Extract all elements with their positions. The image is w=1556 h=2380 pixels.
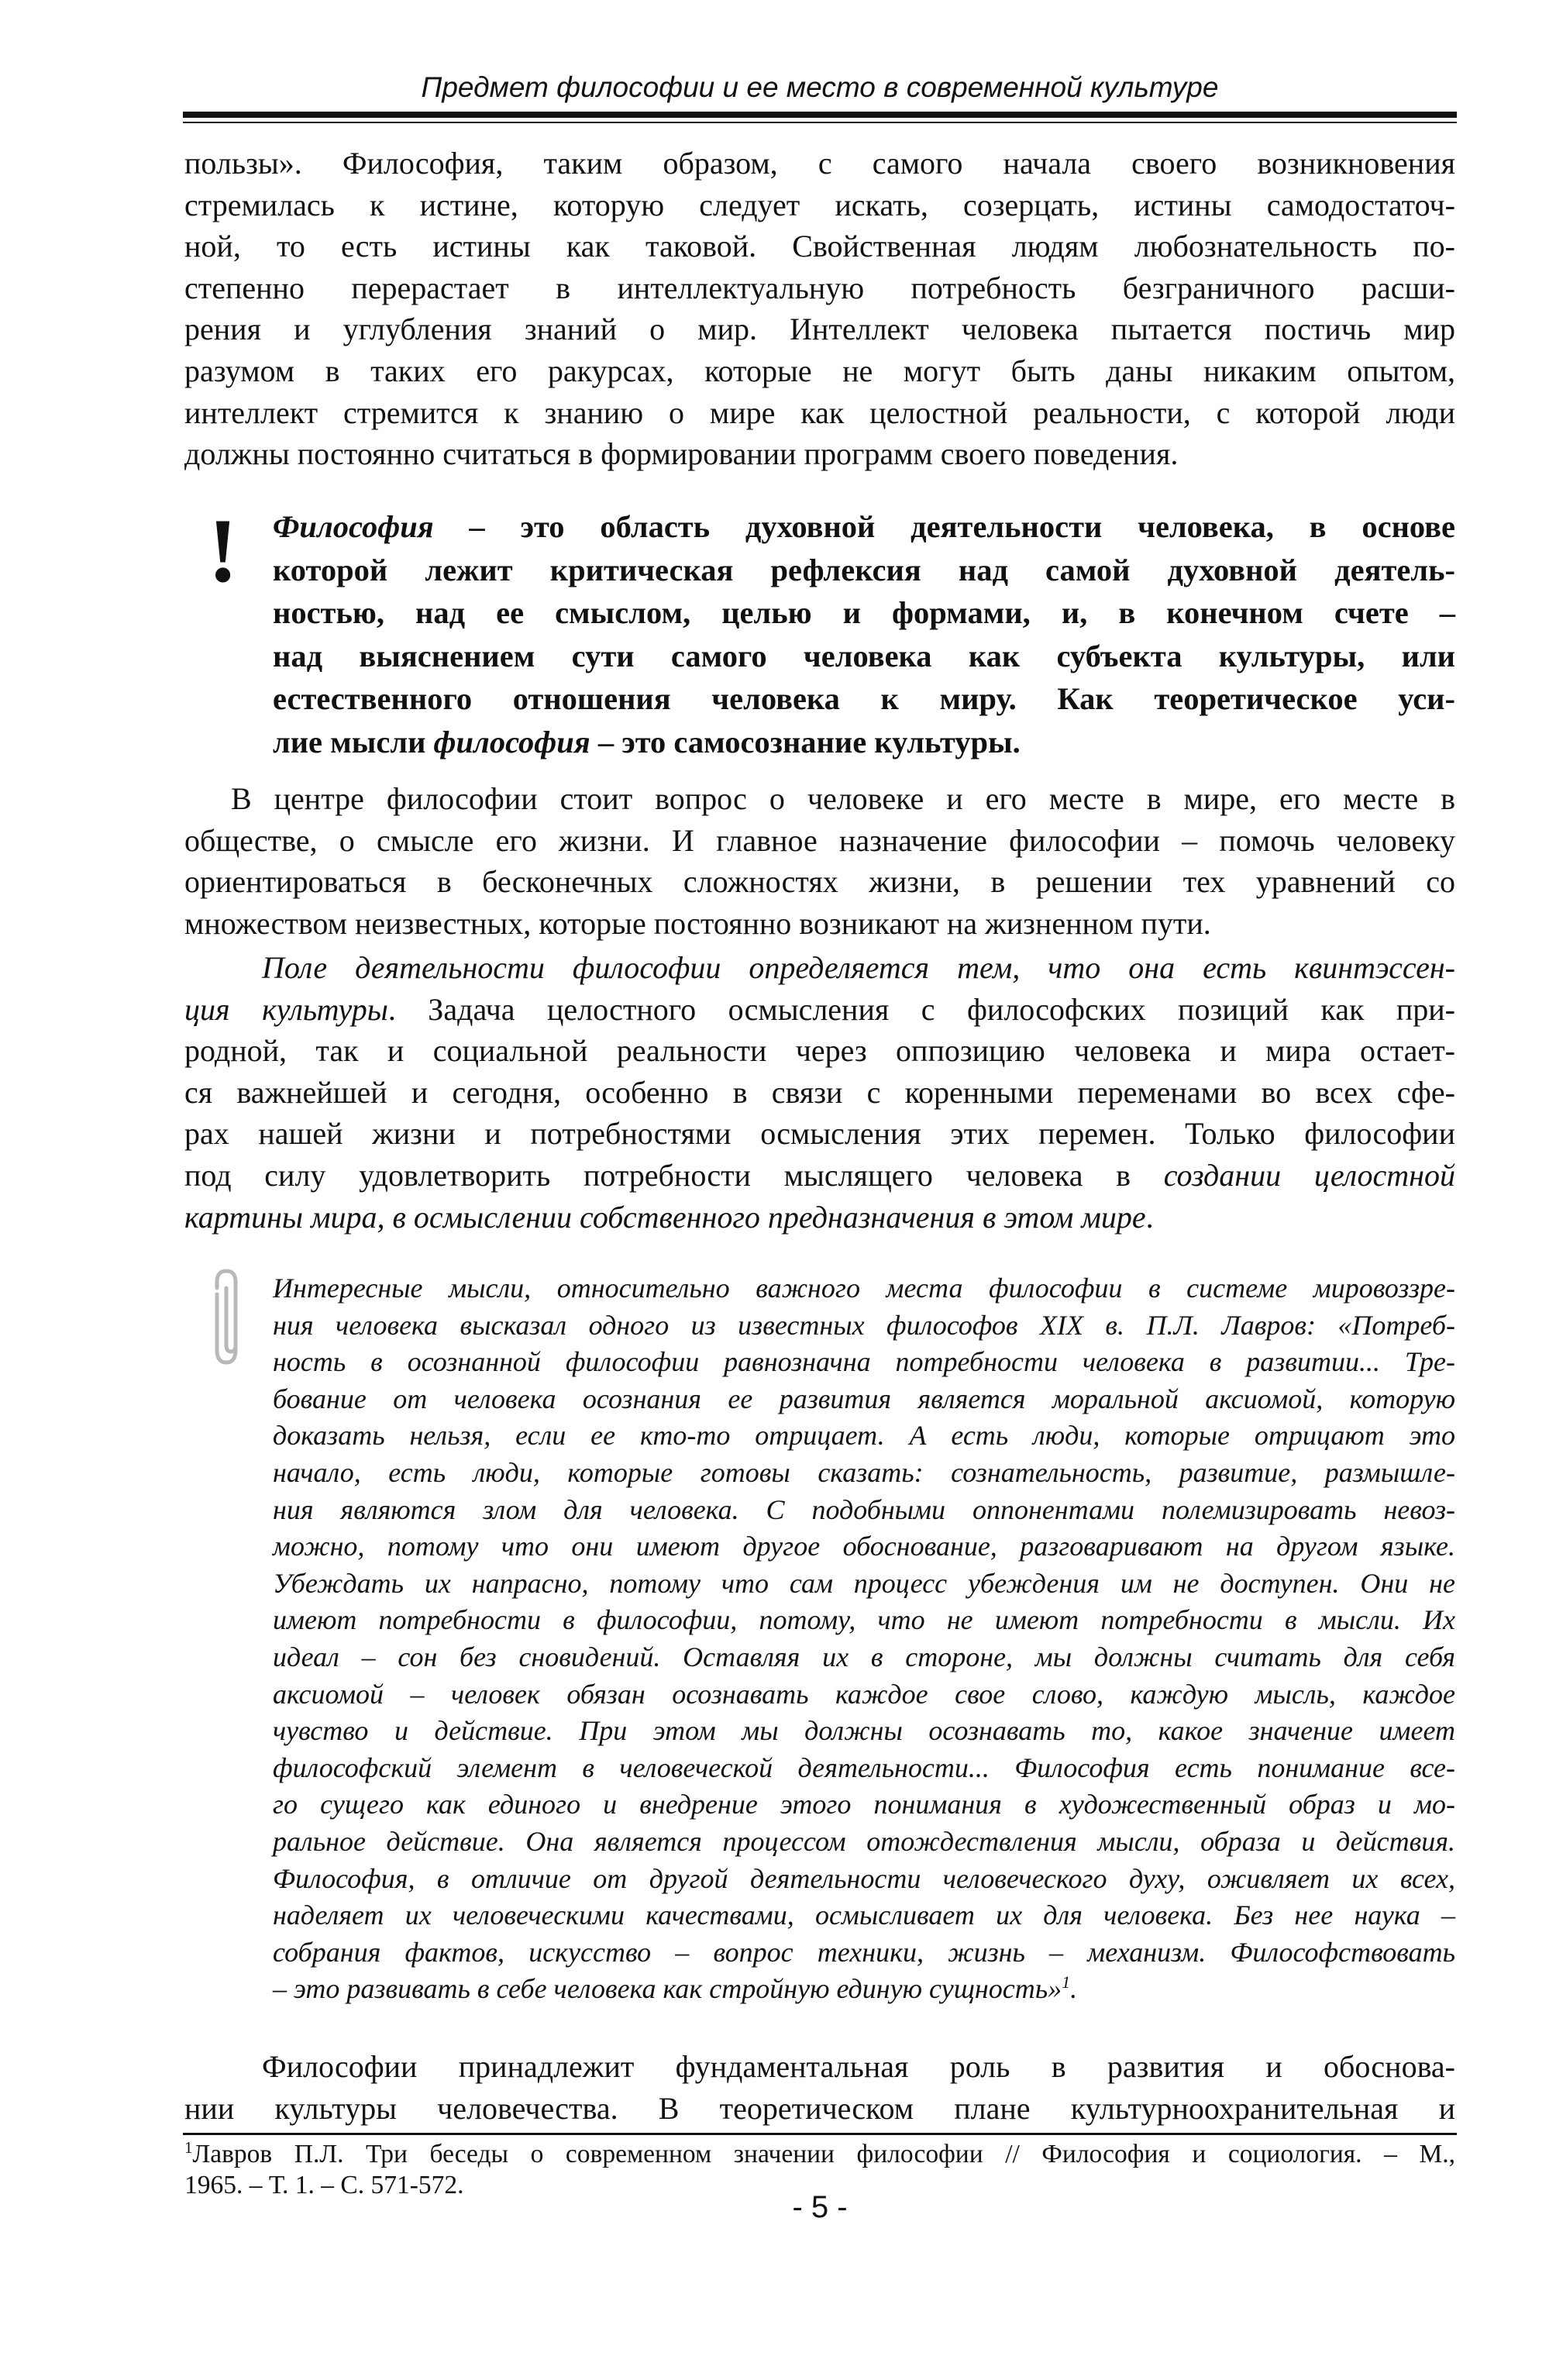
header-rule-thick (183, 112, 1457, 118)
text-line: Поле деятельности философии определяется тем, что она есть квинтэссен- (262, 950, 1455, 985)
definition-line: ностью, над ее смыслом, целью и формами, и, в конечном счете – (273, 595, 1455, 630)
definition-term-again: философия (433, 724, 590, 759)
quote-line: собрания фактов, искусство – вопрос техники, жизнь – механизм. Философствовать (273, 1936, 1455, 1968)
quote-line: идеал – сон без сновидений. Оставляя их в стороне, мы должны считать для себя (273, 1641, 1455, 1672)
text-line: стремилась к истине, которую следует искать, созерцать, истины самодостаточ- (184, 187, 1455, 222)
text-line: ориентироваться в бесконечных сложностях жизни, в решении тех уравнений со (184, 864, 1455, 900)
text-line: разумом в таких его ракурсах, которые не могут быть даны никаким опытом, (184, 353, 1455, 388)
quote-line: имеют потребности в философии, потому, что не имеют потребности в мысли. Их (273, 1604, 1455, 1636)
text-line: картины мира, в осмыслении собственного предназначения в этом мире. (184, 1199, 1154, 1235)
quote-line: чувство и действие. При этом мы должны осознавать то, какое значение имеет (273, 1715, 1455, 1747)
quote-line: аксиомой – человек обязан осознавать каждое свое слово, каждую мысль, каждое (273, 1678, 1455, 1710)
text-line: нии культуры человечества. В теоретическом плане культурноохранительная и (184, 2090, 1455, 2126)
text-line: пользы». Философия, таким образом, с самого начала своего возникновения (184, 146, 1455, 181)
text-line: В центре философии стоит вопрос о человеке и его месте в мире, его месте в (231, 781, 1455, 816)
text-line: родной, так и социальной реальности через оппозицию человека и мира остает- (184, 1033, 1455, 1069)
quote-line: наделяет их человеческими качествами, осмысливает их для человека. Без нее наука – (273, 1900, 1455, 1931)
text-line: множеством неизвестных, которые постоянно возникают на жизненном пути. (184, 905, 1211, 941)
quote-line: начало, есть люди, которые готовы сказать: сознательность, развитие, размышле- (273, 1456, 1455, 1488)
paragraph-1 (184, 143, 1455, 475)
definition-line: над выяснением сути самого человека как субъекта культуры, или (273, 638, 1455, 673)
text-line: рения и углубления знаний о мир. Интеллект человека пытается постичь мир (184, 312, 1455, 347)
footnote-line: $^1$Лавров П.Л. Три беседы о современном значении философии // Философия и социология. – М., (184, 2137, 1455, 2168)
quote-line: ральное действие. Она является процессом отождествления мысли, образа и действия. (273, 1825, 1455, 1857)
text-line: рах нашей жизни и потребностями осмысления этих перемен. Только философии (184, 1116, 1455, 1152)
footnote-reference[interactable]: 1 (1062, 1972, 1071, 1993)
quote-line: Интересные мысли, относительно важного места философии в системе мировоззре- (273, 1273, 1455, 1304)
paragraph-4 (184, 2046, 1455, 2129)
text-line: под силу удовлетворить потребности мыслящего человека в создании целостной (184, 1157, 1455, 1193)
exclamation-icon: ! (208, 500, 239, 601)
quote-block (273, 1270, 1455, 2008)
footnote-rule (183, 2133, 1457, 2135)
definition-line: лие мысли философия – это самосознание культуры. (273, 724, 1021, 759)
quote-line: можно, потому что они имеют другое обоснование, разговаривают на другом языке. (273, 1531, 1455, 1562)
text-line: ся важнейшей и сегодня, особенно в связи с коренными переменами во всех сфе- (184, 1074, 1455, 1110)
text-line: обществе, о смысле его жизни. И главное назначение философии – помочь человеку (184, 822, 1455, 858)
quote-line: – это развивать в себе человека как стройную единую сущность»$^1$. (273, 1972, 1078, 2005)
definition-line: естественного отношения человека к миру. Как теоретическое уси- (273, 681, 1455, 716)
text-line: ция культуры. Задача целостного осмысления с философских позиций как при- (184, 991, 1456, 1027)
definition-line: которой лежит критическая рефлексия над самой духовной деятель- (273, 552, 1455, 587)
definition-term: Философия (273, 509, 434, 544)
text-line: степенно перерастает в интеллектуальную потребность безграничного расши- (184, 270, 1455, 305)
quote-line: ния человека высказал одного из известных философов XIX в. П.Л. Лавров: «Потреб- (273, 1309, 1455, 1341)
running-head: Предмет философии и ее место в современной культуре (421, 71, 1219, 103)
text-line: ной, то есть истины как таковой. Свойственная людям любознательность по- (184, 229, 1455, 264)
quote-line: доказать нельзя, если ее кто-то отрицает. А есть люди, которые отрицают это (273, 1420, 1455, 1452)
text-line: интеллект стремится к знанию о мире как целостной реальности, с которой люди (184, 394, 1455, 430)
definition-block (273, 505, 1455, 763)
header-rule-thin (183, 122, 1457, 123)
text-line: должны постоянно считаться в формировании программ своего поведения. (184, 436, 1179, 472)
paperclip-icon (203, 1265, 250, 1369)
quote-line: бование от человека осознания ее развития является моральной аксиомой, которую (273, 1383, 1455, 1414)
quote-line: философский элемент в человеческой деятельности... Философия есть понимание все- (273, 1751, 1455, 1783)
quote-line: ния являются злом для человека. С подобными оппонентами полемизировать невоз- (273, 1493, 1455, 1525)
page-number: - 5 - (792, 2190, 848, 2224)
quote-line: ность в осознанной философии равнозначна потребности человека в развитии... Тре- (273, 1346, 1455, 1378)
footnote-line: 1965. – Т. 1. – С. 571-572. (184, 2171, 464, 2199)
quote-line: Убеждать их напрасно, потому что сам процесс убеждения им не доступен. Они не (273, 1567, 1455, 1599)
text-line: Философии принадлежит фундаментальная роль в развития и обоснова- (262, 2049, 1455, 2084)
paragraph-3 (184, 947, 1455, 1238)
paragraph-2 (184, 778, 1455, 944)
definition-line: Философия – это область духовной деятельности человека, в основе (273, 509, 1455, 544)
quote-line: Философия, в отличие от другой деятельности человеческого духу, оживляет их всех, (273, 1862, 1455, 1894)
footnote-mark: 1 (184, 2137, 193, 2157)
quote-line: го сущего как единого и внедрение этого понимания в художественный образ и мо- (273, 1789, 1455, 1820)
